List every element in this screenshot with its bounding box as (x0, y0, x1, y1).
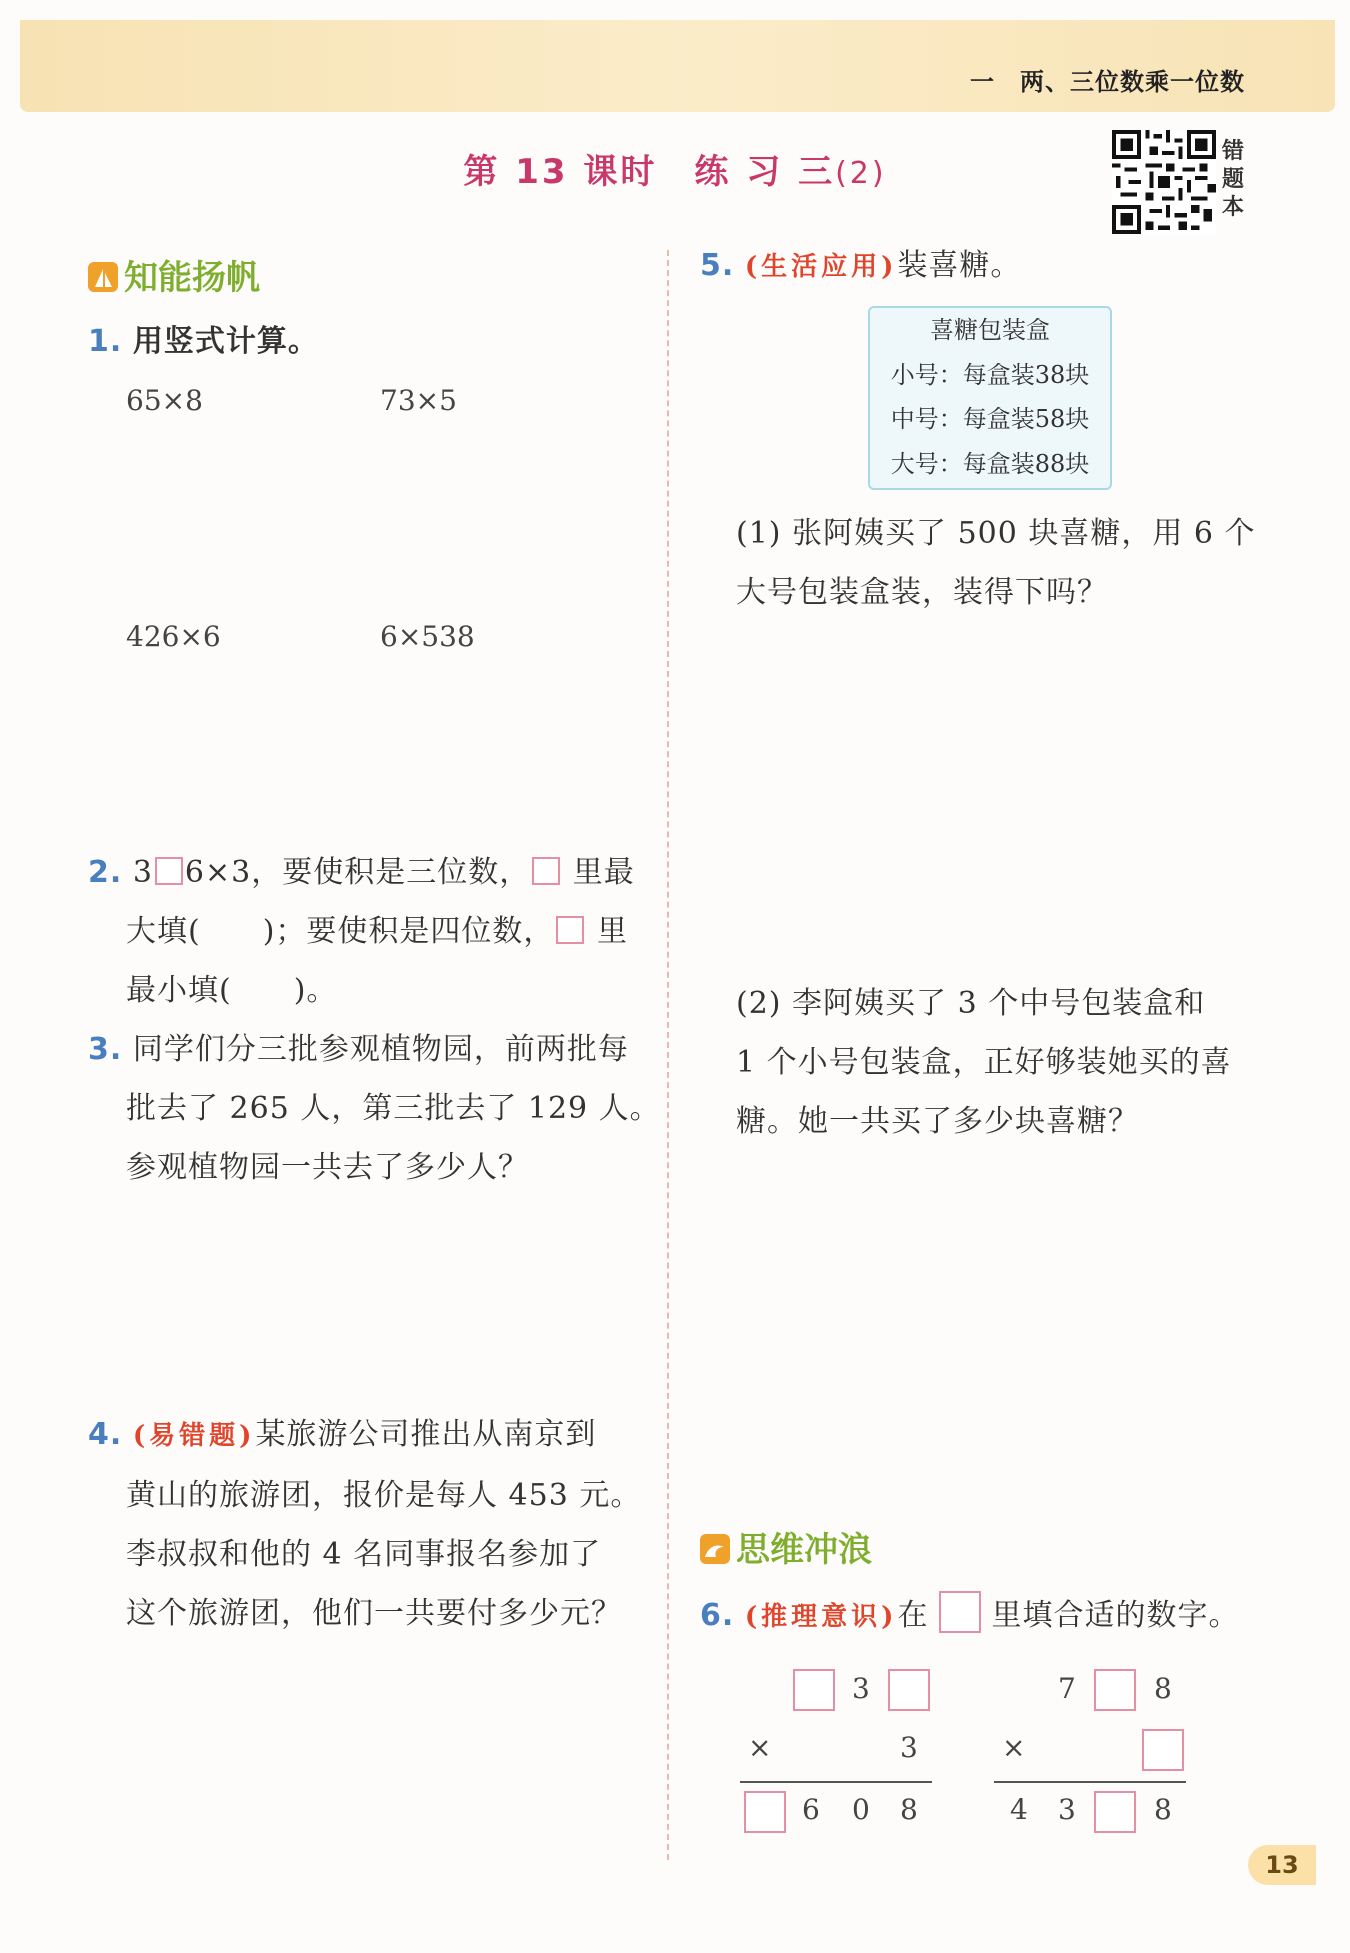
question-5 (700, 236, 1260, 297)
digit: 3 (900, 1731, 918, 1764)
digit: 0 (852, 1793, 870, 1826)
question-text: 参观植物园一共去了多少人？ (126, 1150, 529, 1185)
chapter-title: 一 两、三位数乘一位数 (970, 68, 1245, 96)
digit: 3 (1058, 1793, 1076, 1826)
question-text: 这个旅游团，他们一共要付多少元？ (126, 1596, 622, 1631)
candy-box-large: 大号：每盒装88块 (890, 449, 1090, 478)
answer-box (939, 1591, 981, 1633)
answer-box[interactable] (1142, 1729, 1184, 1771)
question-5-part-2 (736, 974, 1266, 1151)
question-number: 6. (700, 1598, 735, 1633)
result-line (740, 1781, 932, 1783)
qr-label-char: 本 (1222, 195, 1245, 220)
wave-icon (700, 1534, 730, 1564)
section-title-left-label: 知能扬帆 (124, 258, 260, 298)
section-title-right (700, 1522, 872, 1571)
qr-label-char: 错 (1222, 139, 1245, 164)
digit: 6 (802, 1793, 820, 1826)
candy-box-title: 喜糖包装盒 (930, 316, 1050, 344)
times-sign: × (1002, 1731, 1026, 1764)
expression: 6×538 (380, 620, 475, 653)
question-number: 5. (700, 248, 735, 283)
candy-box-medium: 中号：每盒装58块 (890, 405, 1090, 433)
question-text: 用竖式计算。 (132, 324, 319, 359)
expression: 65×8 (126, 384, 203, 417)
vertical-multiplication-right (994, 1665, 1194, 1845)
question-4 (88, 1405, 648, 1643)
answer-box[interactable] (888, 1669, 930, 1711)
question-number: 2. (88, 855, 123, 890)
page-number: 13 (1248, 1845, 1316, 1885)
digit: 8 (900, 1793, 918, 1826)
lesson-title-paren: (2) (835, 156, 887, 191)
question-text: 6×3，要使积是三位数， (184, 855, 531, 890)
answer-box[interactable] (1094, 1669, 1136, 1711)
digit: 7 (1058, 1672, 1076, 1705)
qr-label (1222, 138, 1244, 222)
candy-box-small: 小号：每盒装38块 (890, 360, 1090, 389)
question-text: (1) 张阿姨买了 500 块喜糖，用 6 个 (736, 516, 1256, 551)
lesson-title-main: 第 13 课时 练 习 三 (463, 152, 836, 192)
answer-box[interactable] (556, 916, 584, 944)
question-2 (88, 843, 648, 1020)
digit: 8 (1154, 1793, 1172, 1826)
question-number: 3. (88, 1032, 123, 1067)
column-divider (667, 250, 669, 1860)
question-3 (88, 1020, 661, 1197)
question-text: 里最 (562, 855, 635, 890)
sail-icon (88, 262, 118, 292)
qr-label-char: 题 (1222, 167, 1245, 192)
qr-code-icon[interactable] (1112, 130, 1216, 234)
question-text: 李叔叔和他的 4 名同事报名参加了 (126, 1537, 602, 1572)
question-text: 3 (132, 855, 153, 890)
result-line (994, 1781, 1186, 1783)
answer-box[interactable] (1094, 1791, 1136, 1833)
question-5-part-1 (736, 504, 1266, 622)
question-text: 同学们分三批参观植物园，前两批每 (132, 1032, 629, 1067)
question-text: 在 (897, 1598, 929, 1633)
answer-box[interactable] (793, 1669, 835, 1711)
question-tag: (易错题) (132, 1421, 256, 1451)
question-text: 最小填( )。 (126, 973, 338, 1008)
times-sign: × (748, 1731, 772, 1764)
expression: 426×6 (126, 620, 221, 653)
vertical-multiplication-left (740, 1665, 940, 1845)
digit: 8 (1154, 1672, 1172, 1705)
digit: 4 (1010, 1793, 1028, 1826)
question-text: 里 (586, 914, 628, 949)
question-text: 大填( )；要使积是四位数， (126, 914, 555, 949)
question-text: 某旅游公司推出从南京到 (255, 1417, 597, 1452)
answer-box[interactable] (744, 1791, 786, 1833)
question-6 (700, 1586, 1300, 1647)
question-text: 1 个小号包装盒，正好够装她买的喜 (736, 1045, 1232, 1080)
digit: 3 (852, 1672, 870, 1705)
question-text: 大号包装盒装，装得下吗？ (736, 575, 1108, 610)
question-number: 4. (88, 1417, 123, 1452)
answer-box[interactable] (532, 857, 560, 885)
question-text: 糖。她一共买了多少块喜糖？ (736, 1104, 1139, 1139)
question-text: 装喜糖。 (897, 248, 1022, 283)
question-text: 黄山的旅游团，报价是每人 453 元。 (126, 1478, 642, 1513)
question-text: 里填合适的数字。 (991, 1598, 1240, 1633)
question-1 (88, 312, 319, 371)
question-text: 批去了 265 人，第三批去了 129 人。 (126, 1091, 661, 1126)
question-tag: (推理意识) (744, 1602, 898, 1632)
expression: 73×5 (380, 384, 457, 417)
section-title-left (88, 250, 260, 299)
answer-box[interactable] (155, 857, 183, 885)
question-number: 1. (88, 324, 123, 359)
section-title-right-label: 思维冲浪 (736, 1530, 872, 1570)
candy-box-info (868, 306, 1112, 490)
question-tag: (生活应用) (744, 252, 898, 282)
question-text: (2) 李阿姨买了 3 个中号包装盒和 (736, 986, 1206, 1021)
